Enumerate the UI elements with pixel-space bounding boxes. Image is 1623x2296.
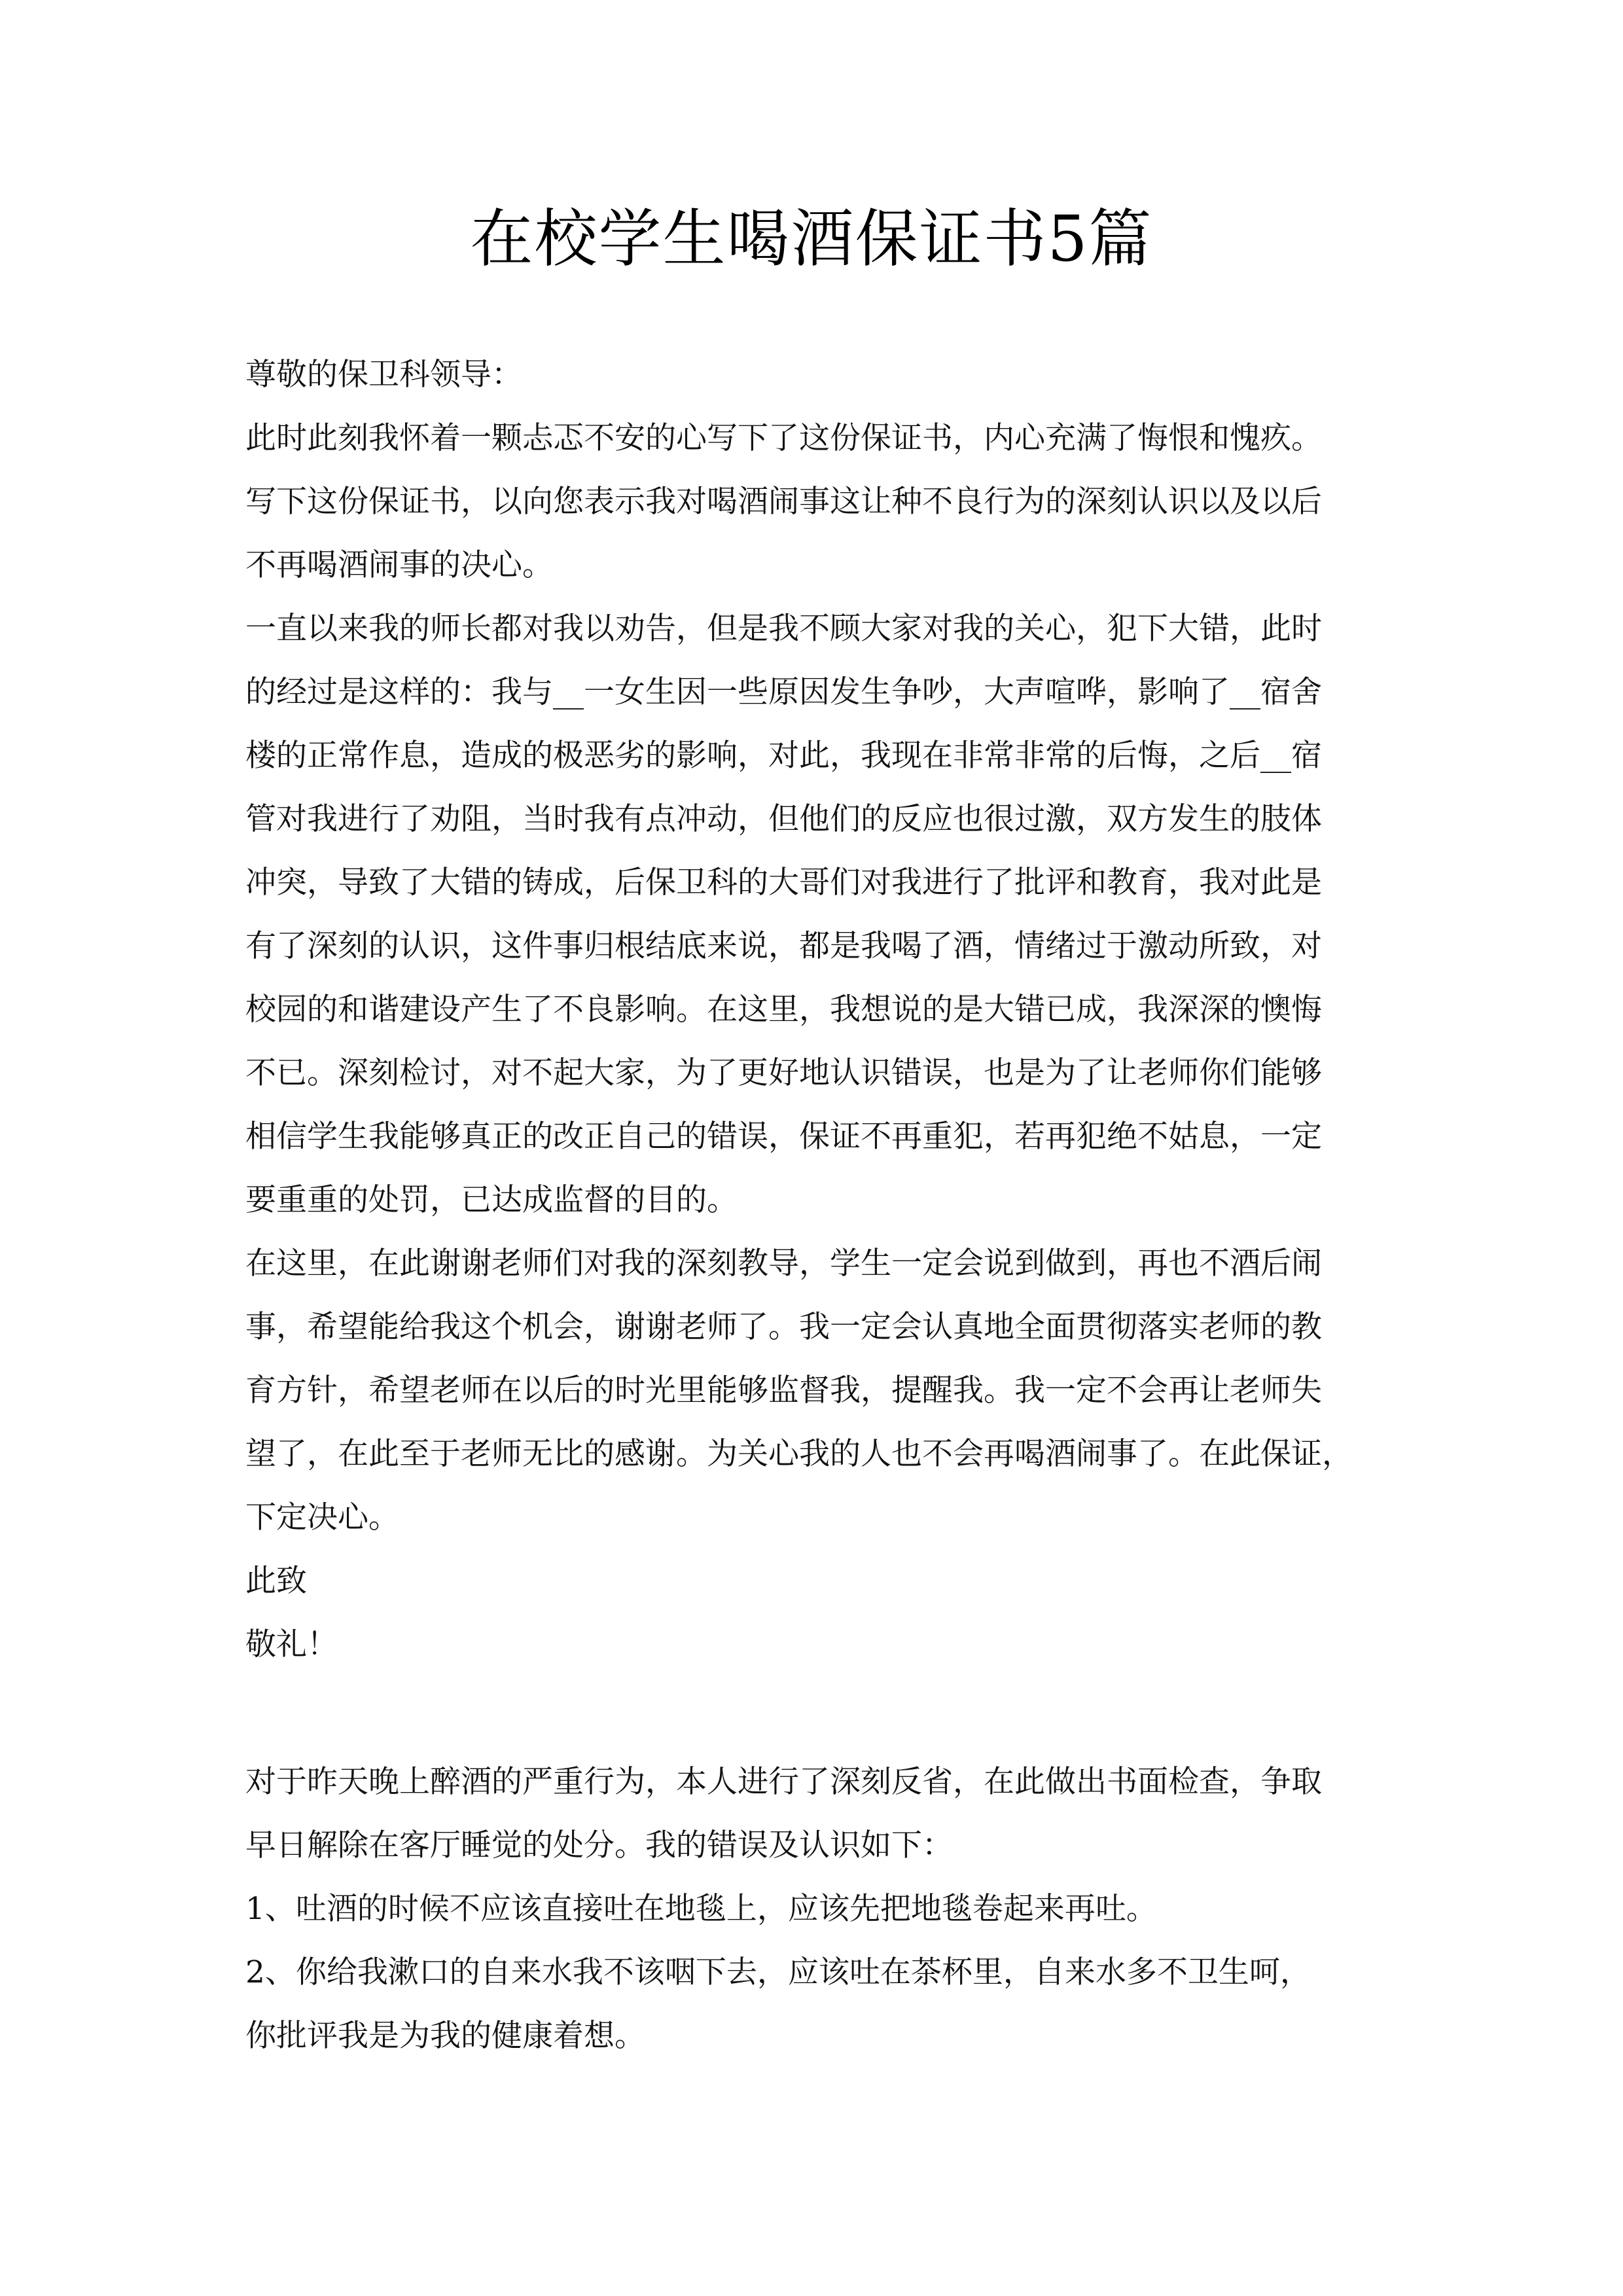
paragraph-line: 育方针，希望老师在以后的时光里能够监督我，提醒我。我一定不会再让老师失 <box>245 1372 1322 1408</box>
list-item: 1、吐酒的时候不应该直接吐在地毯上，应该先把地毯卷起来再吐。 <box>245 1891 1157 1927</box>
salutation: 尊敬的保卫科领导： <box>245 357 522 393</box>
closing-line-2: 敬礼！ <box>245 1626 338 1662</box>
paragraph-line: 相信学生我能够真正的改正自己的错误，保证不再重犯，若再犯绝不姑息，一定 <box>245 1119 1322 1155</box>
list-item: 2、你给我漱口的自来水我不该咽下去，应该吐在茶杯里，自来水多不卫生呵， <box>245 1954 1311 1990</box>
paragraph-line: 望了，在此至于老师无比的感谢。为关心我的人也不会再喝酒闹事了。在此保证， <box>245 1436 1353 1472</box>
paragraph-line: 你批评我是为我的健康着想。 <box>245 2018 645 2054</box>
paragraph-line: 在这里，在此谢谢老师们对我的深刻教导，学生一定会说到做到，再也不酒后闹 <box>245 1246 1322 1282</box>
paragraph-line: 校园的和谐建设产生了不良影响。在这里，我想说的是大错已成，我深深的懊悔 <box>245 992 1322 1028</box>
paragraph-line: 下定决心。 <box>245 1499 399 1535</box>
paragraph-line: 事，希望能给我这个机会，谢谢老师了。我一定会认真地全面贯彻落实老师的教 <box>245 1309 1322 1345</box>
paragraph-line: 管对我进行了劝阻，当时我有点冲动，但他们的反应也很过激，双方发生的肢体 <box>245 801 1322 837</box>
paragraph-line: 的经过是这样的：我与__一女生因一些原因发生争吵，大声喧哗，影响了__宿舍 <box>245 674 1322 710</box>
paragraph-line: 不再喝酒闹事的决心。 <box>245 547 553 583</box>
paragraph-line: 此时此刻我怀着一颗忐忑不安的心写下了这份保证书，内心充满了悔恨和愧疚。 <box>245 420 1322 456</box>
paragraph-line: 要重重的处罚，已达成监督的目的。 <box>245 1182 738 1218</box>
paragraph-line: 早日解除在客厅睡觉的处分。我的错误及认识如下： <box>245 1827 953 1863</box>
paragraph-line: 一直以来我的师长都对我以劝告，但是我不顾大家对我的关心，犯下大错，此时 <box>245 611 1322 647</box>
paragraph-line: 冲突，导致了大错的铸成，后保卫科的大哥们对我进行了批评和教育，我对此是 <box>245 865 1322 901</box>
paragraph-line: 对于昨天晚上醉酒的严重行为，本人进行了深刻反省，在此做出书面检查，争取 <box>245 1764 1322 1800</box>
paragraph-line: 不已。深刻检讨，对不起大家，为了更好地认识错误，也是为了让老师你们能够 <box>245 1055 1322 1091</box>
paragraph-line: 有了深刻的认识，这件事归根结底来说，都是我喝了酒，情绪过于激动所致，对 <box>245 928 1322 964</box>
paragraph-line: 楼的正常作息，造成的极恶劣的影响，对此，我现在非常非常的后悔，之后__宿 <box>245 738 1322 774</box>
paragraph-line: 写下这份保证书，以向您表示我对喝酒闹事这让种不良行为的深刻认识以及以后 <box>245 484 1322 520</box>
document-title: 在校学生喝酒保证书5篇 <box>470 202 1153 276</box>
closing-line-1: 此致 <box>245 1563 307 1599</box>
